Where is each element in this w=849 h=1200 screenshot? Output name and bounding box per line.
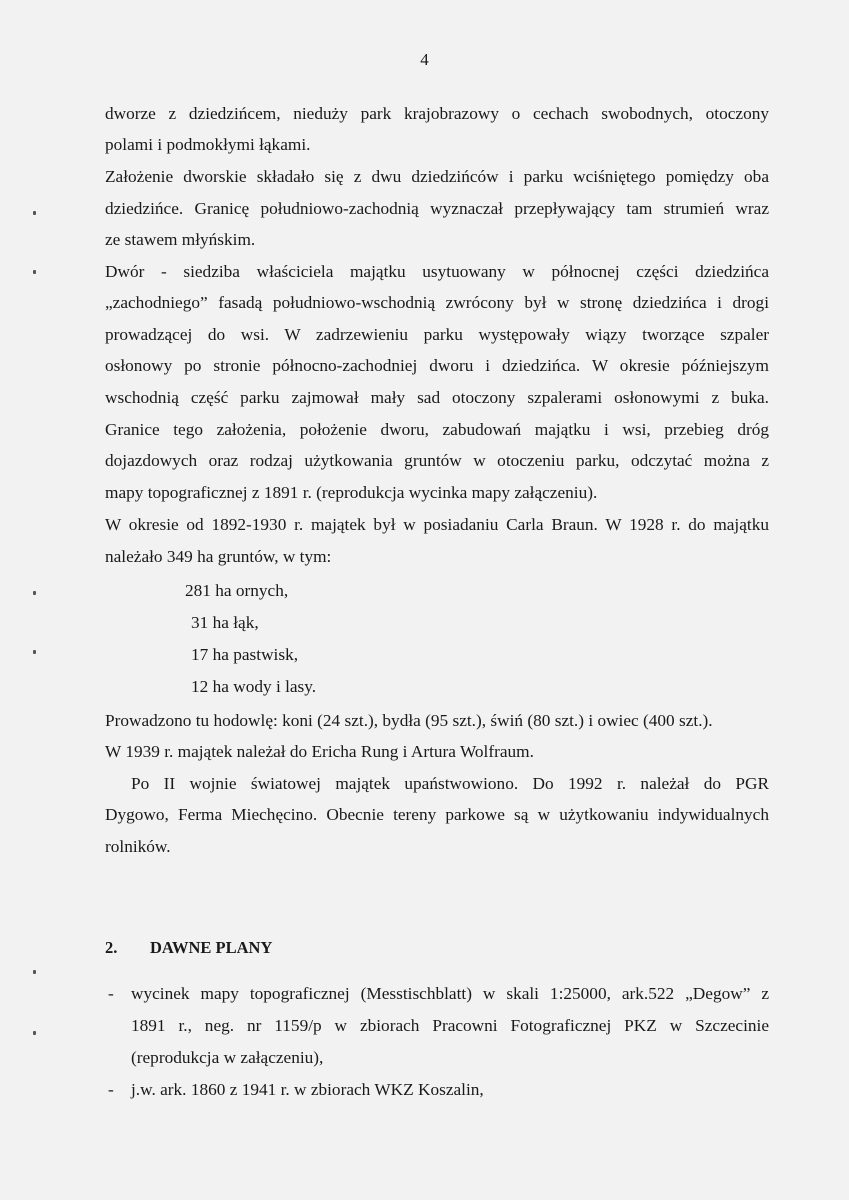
list-bullet: -	[108, 1080, 114, 1099]
scan-mark	[33, 1031, 36, 1035]
scan-mark	[33, 270, 36, 274]
scan-mark	[33, 211, 36, 215]
text-line: rolników.	[105, 837, 171, 856]
section-number: 2.	[105, 938, 118, 957]
text-line: dojazdowych oraz rodzaj użytkowania gruntów w otoczeniu parku, odczytać można z	[105, 451, 769, 470]
land-item: 17 ha pastwisk,	[191, 645, 299, 664]
text-line: polami i podmokłymi łąkami.	[105, 135, 311, 154]
plan-line: j.w. ark. 1860 z 1941 r. w zbiorach WKZ Koszalin,	[131, 1080, 484, 1099]
text-line: ze stawem młyńskim.	[105, 230, 256, 249]
text-line: prowadzącej do wsi. W zadrzewieniu parku występowały wiązy tworzące szpaler	[105, 325, 769, 344]
text-line: Prowadzono tu hodowlę: koni (24 szt.), bydła (95 szt.), świń (80 szt.) i owiec (400 szt.).	[105, 711, 713, 730]
plan-line: (reprodukcja w załączeniu),	[131, 1048, 324, 1067]
text-line: dworze z dziedzińcem, nieduży park krajobrazowy o cechach swobodnych, otoczony	[105, 104, 769, 123]
text-line: osłonowy po stronie północno-zachodniej dworu i dziedzińca. W okresie późniejszym	[105, 356, 769, 375]
scan-mark	[33, 970, 36, 974]
text-line: Założenie dworskie składało się z dwu dziedzińców i parku wciśniętego pomiędzy oba	[105, 167, 769, 186]
text-line: dziedzińce. Granicę południowo-zachodnią wyznaczał przepływający tam strumień wraz	[105, 199, 769, 218]
section-heading	[105, 938, 272, 958]
text-line: Dwór - siedziba właściciela majątku usytuowany w północnej części dziedzińca	[105, 262, 769, 281]
land-item: 12 ha wody i lasy.	[191, 677, 317, 696]
scan-mark	[33, 591, 36, 595]
land-item: 281 ha ornych,	[185, 581, 289, 600]
plan-line: 1891 r., neg. nr 1159/p w zbiorach Pracowni Fotograficznej PKZ w Szczecinie	[131, 1016, 769, 1035]
text-line: Po II wojnie światowej majątek upaństwowiono. Do 1992 r. należał do PGR	[131, 774, 769, 793]
text-line: Granice tego założenia, położenie dworu, zabudowań majątku i wsi, przebieg dróg	[105, 420, 769, 439]
text-line: W okresie od 1892-1930 r. majątek był w posiadaniu Carla Braun. W 1928 r. do majątku	[105, 515, 769, 534]
text-line: wschodnią część parku zajmował mały sad otoczony szpalerami osłonowymi z buka.	[105, 388, 769, 407]
page-number: 4	[420, 50, 429, 69]
text-line: mapy topograficznej z 1891 r. (reprodukcja wycinka mapy załączeniu).	[105, 483, 598, 502]
scan-mark	[33, 650, 36, 654]
list-bullet: -	[108, 984, 114, 1003]
section-title: DAWNE PLANY	[150, 938, 273, 957]
land-item: 31 ha łąk,	[191, 613, 259, 632]
text-line: Dygowo, Ferma Miechęcino. Obecnie tereny parkowe są w użytkowaniu indywidualnych	[105, 805, 769, 824]
plan-line: wycinek mapy topograficznej (Messtischblatt) w skali 1:25000, ark.522 „Degow” z	[131, 984, 769, 1003]
text-line: należało 349 ha gruntów, w tym:	[105, 547, 332, 566]
text-line: W 1939 r. majątek należał do Ericha Rung i Artura Wolfraum.	[105, 742, 534, 761]
text-line: „zachodniego” fasadą południowo-wschodnią zwrócony był w stronę dziedzińca i drogi	[105, 293, 769, 312]
